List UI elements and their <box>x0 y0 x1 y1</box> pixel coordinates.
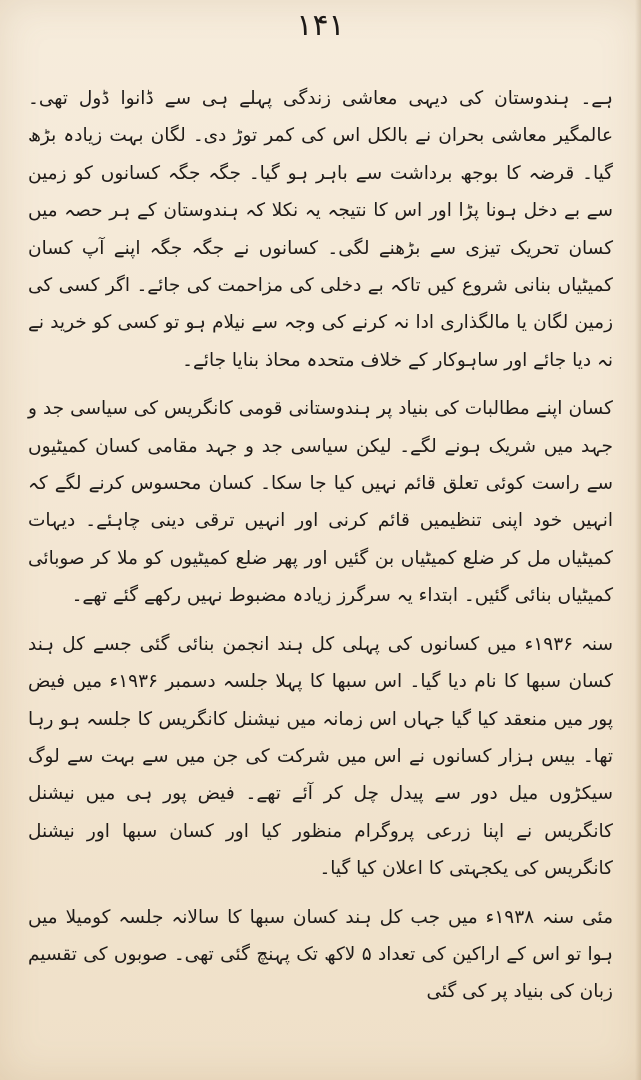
paragraph-1: ہے۔ ہندوستان کی دیہی معاشی زندگی پہلے ہی سے ڈانوا ڈول تھی۔ عالمگیر معاشی بحران نے بالکل اس کی کمر توڑ دی۔ لگان بہت زیادہ بڑھ گیا۔ قرضہ کا بوجھ برداشت سے باہر ہو گیا۔ جگہ جگہ کسانوں کو زمین سے بے دخل ہونا پڑا اور اس کا نتیجہ یہ نکلا کہ ہندوستان کے ہر حصہ میں کسان تحریک تیزی سے بڑھنے لگی۔ کسانوں نے جگہ جگہ اپنے آپ کسان کمیٹیاں بنانی شروع کیں تاکہ بے دخلی کی مزاحمت کی جائے۔ اگر کسی کی زمین لگان یا مالگذاری ادا نہ کرنے کی وجہ سے نیلام ہو تو کسی کو خرید نے نہ دیا جائے اور ساہوکار کے خلاف متحدہ محاذ بنایا جائے۔ <box>28 88 613 371</box>
paragraph-4: مئی سنہ ۱۹۳۸ء میں جب کل ہند کسان سبھا کا سالانہ جلسہ کومیلا میں ہوا تو اس کے اراکین کی تعداد ۵ لاکھ تک پہنچ گئی تھی۔ صوبوں کی تقسیم زبان کی بنیاد پر کی گئی <box>28 906 614 1003</box>
page-edge-shadow <box>635 0 641 1080</box>
paragraph-3: سنہ ۱۹۳۶ء میں کسانوں کی پہلی کل ہند انجمن بنائی گئی جسے کل ہند کسان سبھا کا نام دیا گیا۔ اس سبھا کا پہلا جلسہ دسمبر ۱۹۳۶ء میں فیض پور میں منعقد کیا گیا جہاں اس زمانہ میں نیشنل کانگریس کا جلسہ ہو رہا تھا۔ بیس ہزار کسانوں نے اس میں شرکت کی جن میں سے بہت سے لوگ سیکڑوں میل دور سے پیدل چل کر آئے تھے۔ فیض پور ہی میں نیشنل کانگریس نے اپنا زرعی پروگرام منظور کیا اور کسان سبھا اور نیشنل کانگریس کی یکجہتی کا اعلان کیا گیا۔ <box>28 633 614 880</box>
page-body <box>28 80 613 1011</box>
page-number: ۱۴۱ <box>296 8 345 43</box>
paragraph-2: کسان اپنے مطالبات کی بنیاد پر ہندوستانی قومی کانگریس کی سیاسی جد و جہد میں شریک ہونے لگے۔ لیکن سیاسی جد و جہد مقامی کسان کمیٹیوں سے راست کوئی تعلق قائم نہیں کیا جا سکا۔ کسان محسوس کرنے لگے کہ انہیں خود اپنی تنظیمیں قائم کرنی اور انہیں ترقی دینی چاہئے۔ دیہات کمیٹیاں مل کر ضلع کمیٹیاں بن گئیں اور پھر ضلع کمیٹیوں کو ملا کر صوبائی کمیٹیاں بنائی گئیں۔ ابتداء یہ سرگرز زیادہ مضبوط نہیں رکھے گئے تھے۔ <box>28 398 613 607</box>
